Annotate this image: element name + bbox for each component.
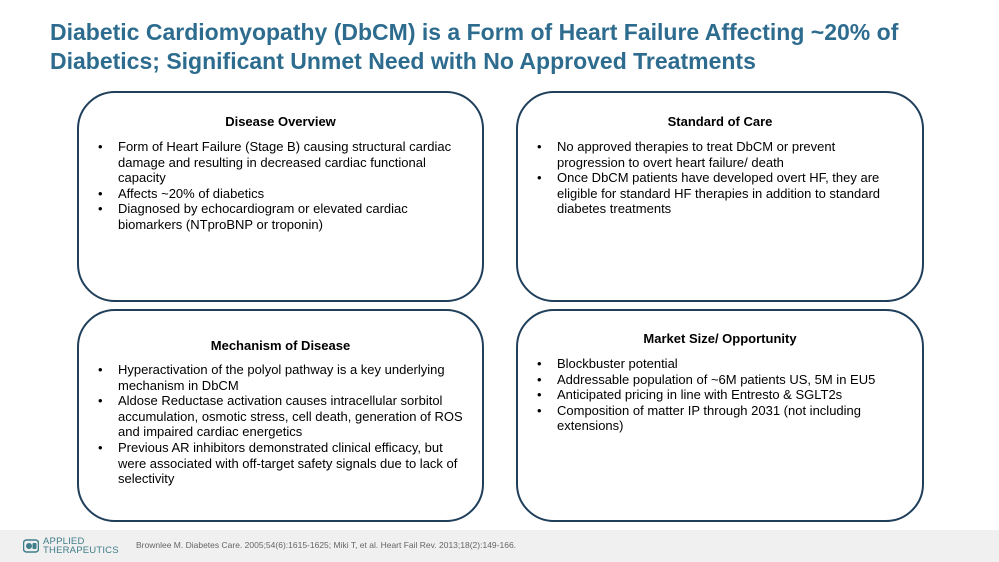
card-heading: Market Size/ Opportunity bbox=[643, 331, 797, 346]
standard-of-care-card bbox=[516, 91, 924, 302]
logo-text-line-2: THERAPEUTICS bbox=[43, 545, 119, 556]
market-size-opportunity-card bbox=[516, 309, 924, 522]
company-logo bbox=[23, 536, 119, 556]
bullet-item: • Once DbCM patients have developed overt HF, they are eligible for standard HF therapies in addition to standard diabetes treatments bbox=[557, 170, 904, 217]
applied-therapeutics-logo-icon bbox=[23, 538, 39, 554]
card-heading: Standard of Care bbox=[667, 114, 773, 129]
bullet-list bbox=[97, 362, 464, 487]
card-heading: Mechanism of Disease bbox=[210, 338, 351, 353]
logo-text bbox=[43, 537, 119, 555]
bullet-item: • Affects ~20% of diabetics bbox=[118, 186, 464, 202]
logo-text-line-1: APPLIED bbox=[43, 536, 85, 547]
bullet-item: • Addressable population of ~6M patients US, 5M in EU5 bbox=[557, 372, 904, 388]
bullet-item: • Diagnosed by echocardiogram or elevated cardiac biomarkers (NTproBNP or troponin) bbox=[118, 201, 464, 232]
bullet-list bbox=[536, 139, 904, 217]
bullet-item: • Blockbuster potential bbox=[557, 356, 904, 372]
bullet-item: • Form of Heart Failure (Stage B) causing structural cardiac damage and resulting in decreased cardiac functional capacity bbox=[118, 139, 464, 186]
citation-text: Brownlee M. Diabetes Care. 2005;54(6):1615-1625; Miki T, et al. Heart Fail Rev. 2013;18(2):149-166. bbox=[136, 540, 517, 550]
bullet-item: • No approved therapies to treat DbCM or prevent progression to overt heart failure/ death bbox=[557, 139, 904, 170]
mechanism-of-disease-card bbox=[77, 309, 484, 522]
card-heading: Disease Overview bbox=[225, 114, 336, 129]
bullet-list bbox=[536, 356, 904, 434]
footer-bar bbox=[0, 530, 999, 562]
slide-title: Diabetic Cardiomyopathy (DbCM) is a Form of Heart Failure Affecting ~20% of Diabetics; Significant Unmet Need with No Approved Treatments bbox=[50, 19, 899, 74]
bullet-item: • Hyperactivation of the polyol pathway is a key underlying mechanism in DbCM bbox=[118, 362, 464, 393]
bullet-item: • Composition of matter IP through 2031 (not including extensions) bbox=[557, 403, 904, 434]
bullet-item: • Previous AR inhibitors demonstrated clinical efficacy, but were associated with off-target safety signals due to lack of selectivity bbox=[118, 440, 464, 487]
bullet-item: • Anticipated pricing in line with Entresto & SGLT2s bbox=[557, 387, 904, 403]
disease-overview-card bbox=[77, 91, 484, 302]
bullet-list bbox=[97, 139, 464, 233]
bullet-item: • Aldose Reductase activation causes intracellular sorbitol accumulation, osmotic stress, cell death, generation of ROS and impaired cardiac energetics bbox=[118, 393, 464, 440]
